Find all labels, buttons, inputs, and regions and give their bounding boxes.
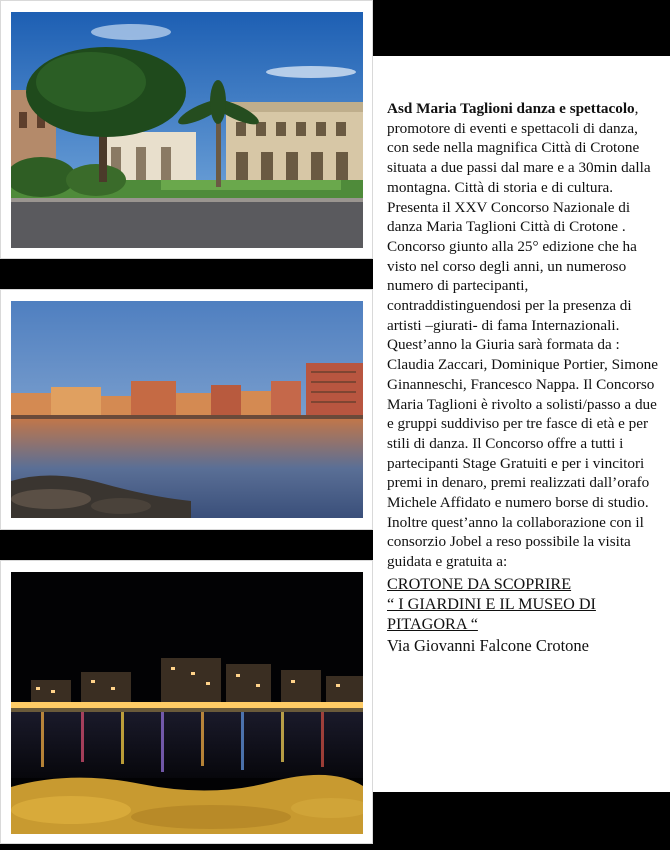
article-panel: [373, 56, 670, 792]
seafront-sunset-photo: [11, 301, 363, 518]
link-crotone-da-scoprire[interactable]: CROTONE DA SCOPRIRE: [387, 574, 572, 593]
address: Via Giovanni Falcone Crotone: [387, 635, 590, 655]
piazza-photo: [11, 12, 363, 248]
article-text: , promotore di eventi e spettacoli di danza, con sede nella magnifica Città di Crotone situata a due passi dal mare e a 30min dalla montagna. Città di storia e di cultura. Presenta il XXV Concorso Nazionale di danza Maria Taglioni Città di Crotone . Concorso giunto alla 25° edizione che ha visto nel corso degli anni, un numeroso numero di partecipanti, contraddistinguendosi per la presenza di artisti –giurati- di fama Internazionali. Quest’anno la Giuria sarà formata da : Claudia Zaccari, Dominique Portier, Simone Ginanneschi, Francesco Nappa. Il Concorso Maria Taglioni è rivolto a solisti/passo a due e gruppi suddiviso per tre fasce di età e per stili di danza. Il Concorso offre a tutti i partecipanti Stage Gratuiti e per i vincitori premi in denaro, premi realizzati dall’orafo Michele Affidato e numero borse di studio. Inoltre quest’anno la collaborazione con il consorzio Jobel a reso possibile la visita guidata e gratuita a:: [387, 100, 659, 571]
photo-frame-seafront-sunset: [0, 289, 373, 530]
photo-frame-piazza: [0, 0, 373, 259]
link-giardini-museo-pitagora[interactable]: “ I GIARDINI E IL MUSEO DI PITAGORA “: [387, 594, 596, 633]
seafront-night-photo: [11, 572, 363, 834]
article-body: [387, 99, 663, 656]
photo-frame-seafront-night: [0, 560, 373, 844]
article-links: [387, 574, 663, 656]
article-title: Asd Maria Taglioni danza e spettacolo: [387, 100, 635, 117]
